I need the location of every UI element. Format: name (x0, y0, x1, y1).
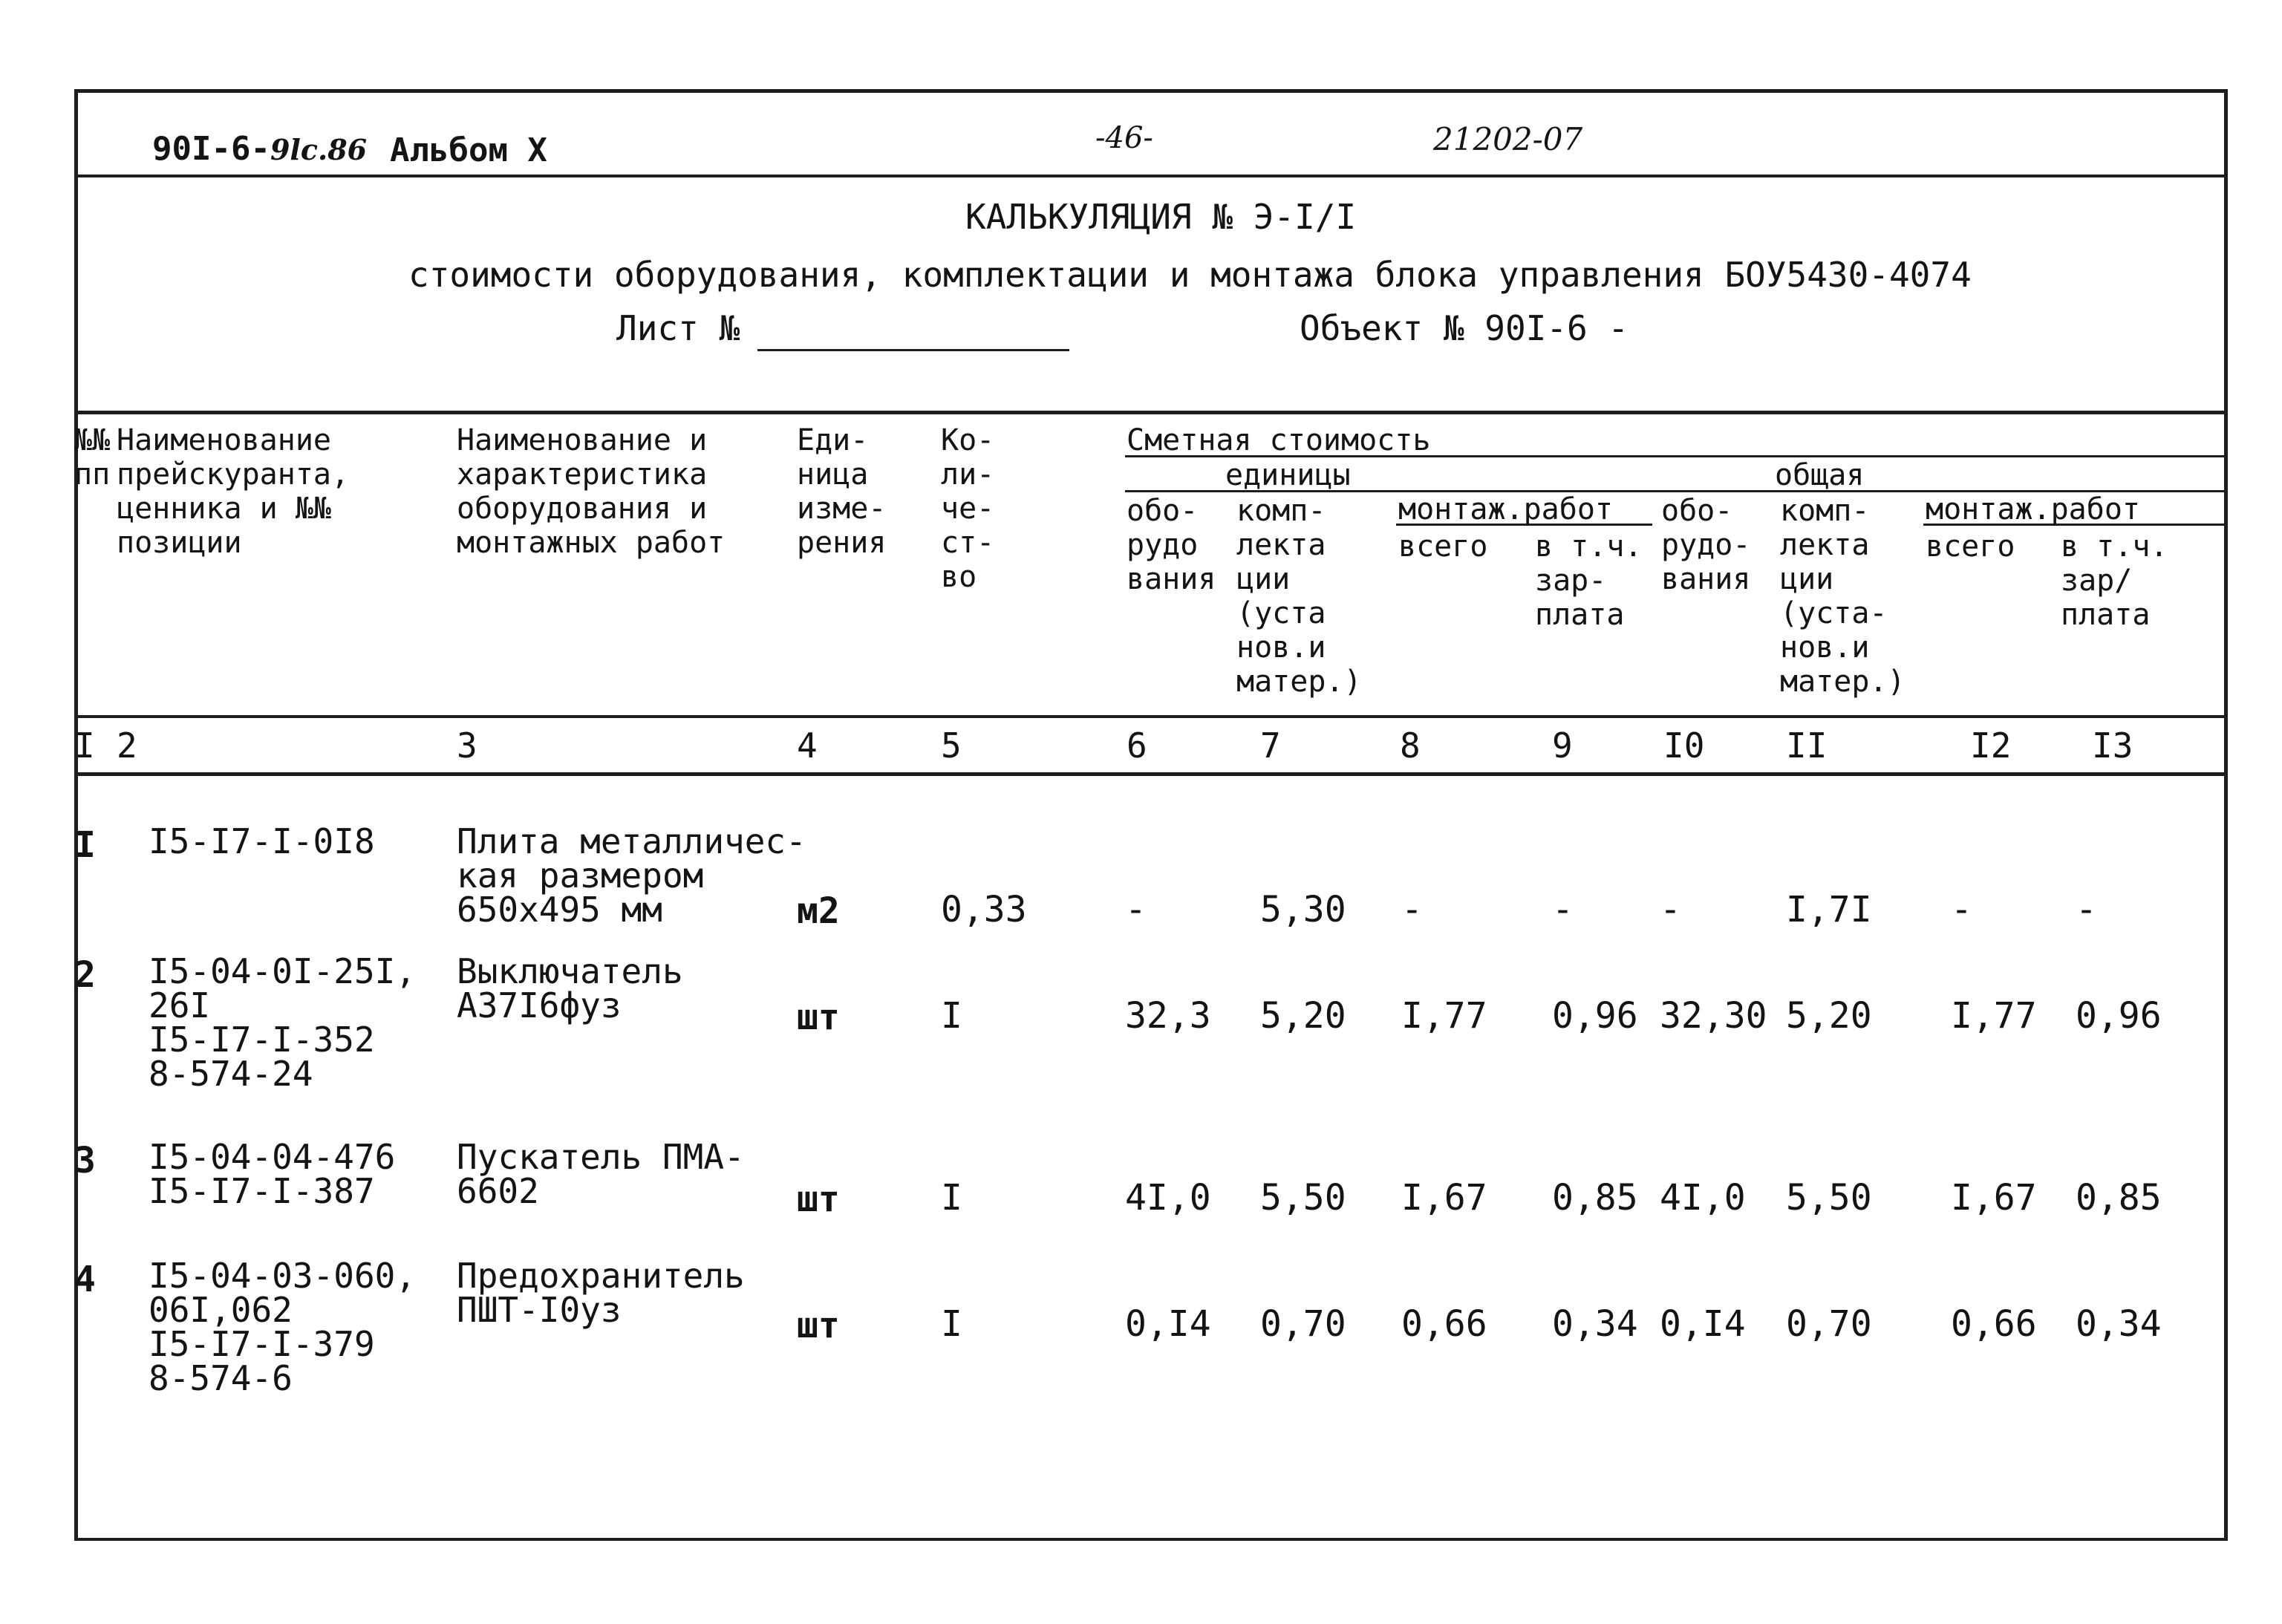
th-equipment-total: обо- рудо- вания (1661, 494, 1751, 596)
album-label: Альбом X (390, 131, 547, 169)
calculation-subtitle: стоимости оборудования, комплектации и монтажа блока управления БОУ5430-4074 (408, 255, 1972, 295)
page-number: -46- (1095, 121, 1153, 155)
cost-cell-v10: 32,30 (1660, 995, 1767, 1037)
th-equipment: обо- рудо вания (1127, 494, 1216, 596)
cost-cell-v9: 0,96 (1552, 995, 1638, 1037)
album-code-prefix: 90I-6- (152, 130, 270, 168)
quantity-cell: I (941, 1177, 962, 1219)
cost-cell-v11: I,7I (1786, 889, 1872, 930)
unit-cell: шт (797, 1178, 840, 1220)
cost-cell-v12: I,77 (1951, 995, 2037, 1037)
cost-cell-v12: 0,66 (1951, 1303, 2037, 1345)
equipment-name: Выключатель А37I6фуз (457, 951, 683, 1025)
cost-cell-v6: - (1125, 889, 1147, 930)
price-list-code: I5-04-0I-25I, 26I I5-I7-I-352 8-574-24 (149, 951, 417, 1094)
row-number: 3 (74, 1140, 96, 1181)
th-total: общая (1775, 458, 1865, 492)
cost-cell-v8: - (1401, 889, 1423, 930)
cost-cell-v10: 4I,0 (1660, 1177, 1746, 1219)
column-number: 4 (797, 725, 818, 766)
calculation-title: КАЛЬКУЛЯЦИЯ № Э-I/I (965, 197, 1357, 237)
unit-cell: м2 (797, 890, 840, 932)
quantity-cell: 0,33 (941, 889, 1027, 930)
cost-cell-v8: 0,66 (1401, 1303, 1487, 1345)
column-number: 5 (941, 725, 962, 766)
cost-cell-v12: I,67 (1951, 1177, 2037, 1219)
cost-cell-v11: 0,70 (1786, 1303, 1872, 1345)
column-number: 9 (1552, 725, 1573, 766)
column-number: 8 (1400, 725, 1421, 766)
th-installation-unit: монтаж.работ (1398, 492, 1613, 526)
header-divider (78, 175, 2224, 177)
price-list-code: I5-I7-I-0I8 (149, 821, 375, 861)
cost-cell-v12: - (1951, 889, 1972, 930)
sheet-label: Лист № (616, 308, 740, 348)
th-estimated-cost: Сметная стоимость (1127, 423, 1431, 457)
album-code (152, 130, 367, 168)
album-code-handwritten: 9lc.86 (270, 133, 368, 166)
header-bottom-rule (74, 715, 2224, 718)
cost-cell-v13: 0,85 (2076, 1177, 2162, 1219)
cost-cell-v13: 0,96 (2076, 995, 2162, 1037)
th-per-unit: единицы (1225, 458, 1351, 492)
cost-cell-v8: I,77 (1401, 995, 1487, 1037)
th-installation-total-wage: в т.ч. зар/ плата (2061, 529, 2168, 632)
column-number: I3 (2092, 725, 2133, 766)
document-number: 21202-07 (1433, 121, 1583, 157)
cost-cell-v10: 0,I4 (1660, 1303, 1746, 1345)
th-installation-unit-total: всего (1398, 529, 1488, 564)
column-number: I (74, 725, 95, 766)
cost-cell-v13: - (2076, 889, 2097, 930)
cost-cell-v6: 0,I4 (1125, 1303, 1211, 1345)
th-equipment-name: Наименование и характеристика оборудования и монтажных работ (457, 423, 726, 560)
quantity-cell: I (941, 1303, 962, 1345)
column-number: 2 (117, 725, 137, 766)
row-number: 2 (74, 954, 96, 996)
cost-cell-v6: 32,3 (1125, 995, 1211, 1037)
equipment-name: Пускатель ПМА- 6602 (457, 1137, 745, 1211)
document-sheet (74, 89, 2228, 1541)
cost-cell-v9: - (1552, 889, 1574, 930)
row-number: I (74, 824, 96, 866)
column-number: 7 (1260, 725, 1281, 766)
column-number: I2 (1970, 725, 2012, 766)
cost-cell-v11: 5,50 (1786, 1177, 1872, 1219)
th-price-list-name: Наименование прейскуранта, ценника и №№ позиции (117, 423, 350, 560)
cost-cell-v7: 5,30 (1260, 889, 1346, 930)
object-label: Объект № 90I-6 - (1300, 308, 1629, 348)
cost-cell-v9: 0,85 (1552, 1177, 1638, 1219)
cost-cell-v7: 5,50 (1260, 1177, 1346, 1219)
cost-cell-v13: 0,34 (2076, 1303, 2162, 1345)
th-quantity: Ко- ли- че- ст- во (941, 423, 995, 594)
cost-cell-v10: - (1660, 889, 1681, 930)
th-installation-total: монтаж.работ (1926, 492, 2140, 526)
equipment-name: Плита металличес- кая размером 650х495 мм (457, 821, 806, 930)
column-number: 6 (1127, 725, 1147, 766)
column-number: 3 (457, 725, 477, 766)
cost-cell-v11: 5,20 (1786, 995, 1872, 1037)
price-list-code: I5-04-03-060, 06I,062 I5-I7-I-379 8-574-6 (149, 1256, 417, 1398)
equipment-name: Предохранитель ПШТ-I0уз (457, 1256, 745, 1330)
table-top-rule (74, 411, 2224, 414)
column-number: II (1786, 725, 1828, 766)
cost-cell-v7: 0,70 (1260, 1303, 1346, 1345)
cost-cell-v8: I,67 (1401, 1177, 1487, 1219)
unit-cell: шт (797, 1305, 840, 1346)
quantity-cell: I (941, 995, 962, 1037)
cost-cell-v6: 4I,0 (1125, 1177, 1211, 1219)
th-unit: Еди- ница изме- рения (797, 423, 887, 560)
cost-cell-v9: 0,34 (1552, 1303, 1638, 1345)
price-list-code: I5-04-04-476 I5-I7-I-387 (149, 1137, 396, 1211)
sheet-number-blank (757, 349, 1069, 351)
th-installation-total-sum: всего (1926, 529, 2015, 564)
column-number: I0 (1663, 725, 1705, 766)
th-completion-total: комп- лекта ции (уста- нов.и матер.) (1780, 494, 1906, 699)
cost-cell-v7: 5,20 (1260, 995, 1346, 1037)
th-installation-unit-wage: в т.ч. зар- плата (1535, 529, 1643, 632)
row-number: 4 (74, 1259, 96, 1300)
th-row-number: №№ пп (74, 423, 111, 492)
column-numbers-rule (74, 772, 2224, 776)
th-completion: комп- лекта ции (уста нов.и матер.) (1236, 494, 1362, 699)
unit-cell: шт (797, 997, 840, 1038)
